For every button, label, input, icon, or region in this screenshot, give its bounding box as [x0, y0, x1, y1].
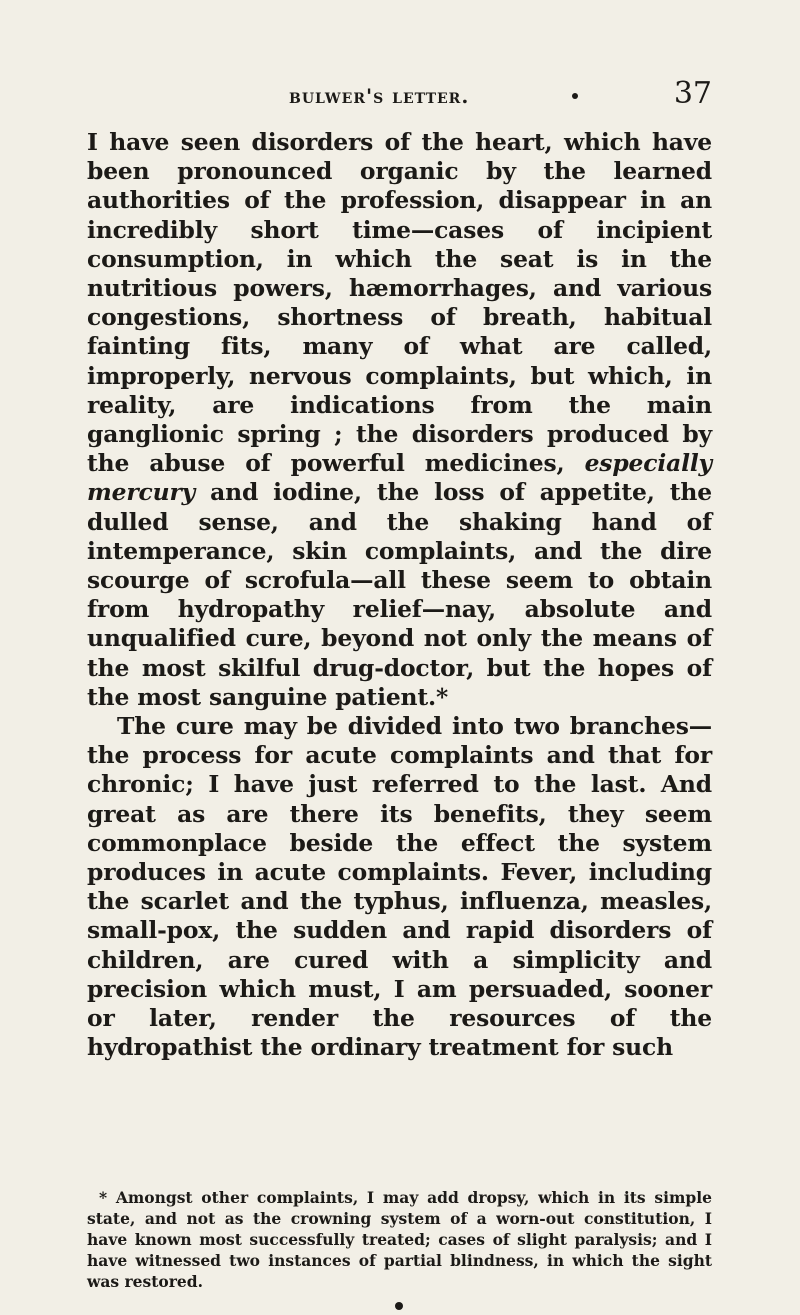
paragraph-2: The cure may be divided into two branches—the process for acute complaints and that for chronic; I have just referred to the last. And great as are there its benefits, they seem commonplace beside the effect the system produces in acute complaints. Fever, including the scarlet and the typhus, influenza, measles, small-pox, the sudden and rapid disorders of children, are cured with a simplicity and precision which must, I am persuaded, sooner or later, render the resources of the hydropathist the ordinary treatment for such — [87, 712, 712, 1062]
footnote-text: * Amongst other complaints, I may add dropsy, which in its simple state, and not as the crowning system of a worn-out constitution, I have known most successfully treated; cases of slight paralysis; and I have witnessed two instances of partial blindness, in which the sight was restored. — [87, 1188, 712, 1291]
running-head: bulwer's letter. — [289, 84, 470, 108]
emphasis-text: especially mercury — [87, 449, 712, 507]
footnote — [87, 1187, 712, 1292]
header-dot — [572, 93, 578, 99]
bottom-mark — [395, 1302, 403, 1310]
body-text — [87, 128, 712, 1063]
paragraph-1-part-b: and iodine, the loss of appetite, the dulled sense, and the shaking hand of intemperance, skin complaints, and the dire scourge of scrofula—all these seem to obtain from hydropathy relief—nay, absolute and unqualified cure, beyond not only the means of the most skilful drug-doctor, but the hopes of the most sanguine patient.* — [87, 478, 712, 711]
paragraph-1 — [87, 128, 712, 712]
page-header — [0, 78, 800, 118]
paragraph-1-part-a: I have seen disorders of the heart, which have been pronounced organic by the learned authorities of the profession, disappear in an incredibly short time—cases of incipient consumption, in which the seat is in the nutritious powers, hæmorrhages, and various congestions, shortness of breath, habitual fainting fits, many of what are called, improperly, nervous complaints, but which, in reality, are indications from the main ganglionic spring ; the disorders produced by the abuse of powerful medicines, — [87, 128, 712, 478]
page-number: 37 — [673, 76, 712, 111]
